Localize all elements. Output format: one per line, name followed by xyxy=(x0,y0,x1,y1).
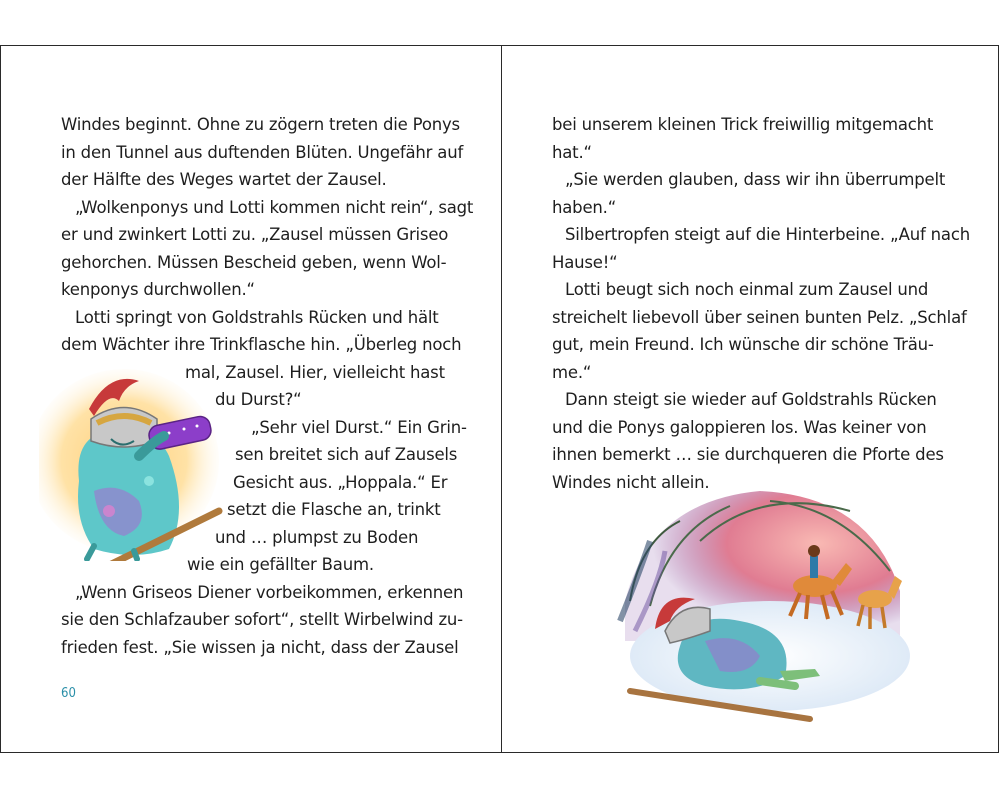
text-line: mal, Zausel. Hier, vielleicht hast xyxy=(185,362,445,382)
text-line: sie den Schlafzauber sofort“, stellt Wirbelwind zu- xyxy=(61,610,463,629)
text-line: Windes beginnt. Ohne zu zögern treten die Ponys xyxy=(61,115,460,134)
page-number: 60 xyxy=(61,686,76,701)
text-line: me.“ xyxy=(552,362,592,382)
text-line: setzt die Flasche an, trinkt xyxy=(227,500,441,519)
text-line: frieden fest. „Sie wissen ja nicht, dass der Zausel xyxy=(61,637,459,657)
text-line: er und zwinkert Lotti zu. „Zausel müssen Griseo xyxy=(61,225,449,244)
book-spread xyxy=(0,45,999,753)
text-line: Windes nicht allein. xyxy=(552,472,710,492)
sleeping-zausel-ponies-illustration xyxy=(610,481,910,731)
text-line: hat.“ xyxy=(552,142,592,162)
text-line: „Wenn Griseos Diener vorbeikommen, erkennen xyxy=(75,582,464,602)
text-line: und die Ponys galoppieren los. Was keiner von xyxy=(552,417,927,437)
text-line: Silbertropfen steigt auf die Hinterbeine. „Auf nach xyxy=(565,225,970,244)
right-page xyxy=(502,46,1000,752)
text-line: kenponys durchwollen.“ xyxy=(61,280,255,299)
text-line: Hause!“ xyxy=(552,252,618,272)
text-line: du Durst?“ xyxy=(215,390,302,409)
text-line: Lotti springt von Goldstrahls Rücken und hält xyxy=(75,307,439,327)
text-line: dem Wächter ihre Trinkflasche hin. „Überleg noch xyxy=(61,335,462,354)
text-line: gehorchen. Müssen Bescheid geben, wenn Wol- xyxy=(61,252,447,272)
text-line: „Sie werden glauben, dass wir ihn überrumpelt xyxy=(565,170,946,189)
text-line: der Hälfte des Weges wartet der Zausel. xyxy=(61,170,387,189)
text-line: ihnen bemerkt … sie durchqueren die Pforte des xyxy=(552,445,944,464)
left-page xyxy=(1,46,501,752)
text-line: „Wolkenponys und Lotti kommen nicht rein“, sagt xyxy=(75,197,474,217)
text-line: und … plumpst zu Boden xyxy=(215,527,419,547)
text-line: in den Tunnel aus duftenden Blüten. Ungefähr auf xyxy=(61,142,464,162)
text-line: „Sehr viel Durst.“ Ein Grin- xyxy=(251,417,467,437)
text-line: wie ein gefällter Baum. xyxy=(187,555,374,574)
text-line: Dann steigt sie wieder auf Goldstrahls Rücken xyxy=(565,390,937,409)
text-line: gut, mein Freund. Ich wünsche dir schöne Träu- xyxy=(552,335,934,354)
text-line: streichelt liebevoll über seinen bunten Pelz. „Schlaf xyxy=(552,307,967,327)
text-line: Gesicht aus. „Hoppala.“ Er xyxy=(233,472,448,492)
text-line: Lotti beugt sich noch einmal zum Zausel und xyxy=(565,280,929,299)
text-line: haben.“ xyxy=(552,197,617,217)
text-line: bei unserem kleinen Trick freiwillig mitgemacht xyxy=(552,115,934,134)
text-line: sen breitet sich auf Zausels xyxy=(235,445,458,464)
zausel-drinking-illustration xyxy=(39,361,229,561)
